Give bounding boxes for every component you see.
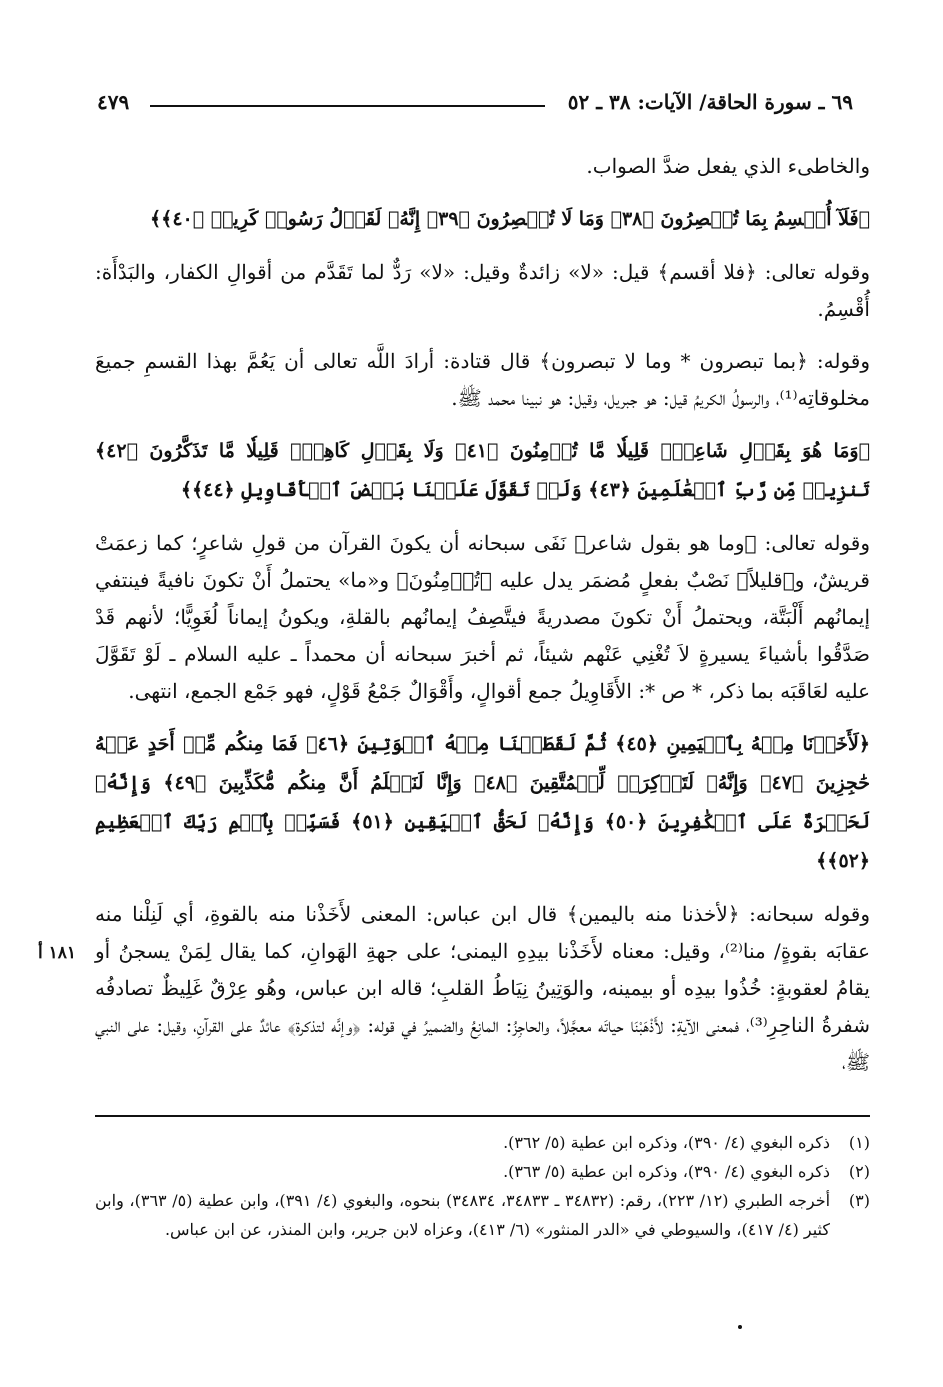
- footnotes: [95, 1128, 870, 1244]
- quran-verse: ﴿لَأَخَذۡنَا مِنۡهُ بِٱلۡيَمِينِ ﴿٤٥﴾ ثُمَّ لَقَطَعۡنَا مِنۡهُ ٱلۡوَتِينَ ﴿٤٦﴾ فَمَا مِنكُم مِّنۡ أَحَدٍ عَنۡهُ حَٰجِزِينَ ﴿٤٧﴾ وَإِنَّهُۥ لَتَذۡكِرَةٞ لِّلۡمُتَّقِينَ ﴿٤٨﴾ وَإِنَّا لَنَعۡلَمُ أَنَّ مِنكُم مُّكَذِّبِينَ ﴿٤٩﴾ وَإِنَّهُۥ لَحَسۡرَةٌ عَلَى ٱلۡكَٰفِرِينَ ﴿٥٠﴾ وَإِنَّهُۥ لَحَقُّ ٱلۡيَقِينِ ﴿٥١﴾ فَسَبِّحۡ بِٱسۡمِ رَبِّكَ ٱلۡعَظِيمِ ﴿٥٢﴾﴾: [95, 733, 871, 872]
- footnote-number: (٣): [848, 1191, 870, 1210]
- footnote-text: ذكره البغوي (٤/ ٣٩٠)، وذكره ابن عطية (٥/ ٣٦٣).: [503, 1162, 830, 1181]
- page-dot-mark: [738, 1325, 742, 1329]
- page-number: ٤٧٩: [97, 90, 130, 114]
- footnote: [95, 1157, 870, 1186]
- page-body: [95, 148, 870, 1096]
- footnote-number: (٢): [848, 1162, 870, 1181]
- footnote-number: (١): [848, 1133, 870, 1152]
- footnote-text: ذكره البغوي (٤/ ٣٩٠)، وذكره ابن عطية (٥/ ٣٦٢).: [503, 1133, 830, 1152]
- paragraph: وقوله: ﴿بما تبصرون * وما لا تبصرون﴾ قال قتادة: أرادَ اللَّه تعالى أن يَعُمَّ بهذا القسمِ جميعَ مخلوقاتِه⁽¹⁾، والرسولُ الكريمُ قيل: هو جبريل، وقيل: هو نبينا محمد ﷺ.: [95, 349, 870, 410]
- paragraph: وقوله سبحانه: ﴿لأخذنا منه باليمين﴾ قال ابن عباس: المعنى لأَخَذْنا منه بالقوةِ، أي لَنِلْنا منه عقابَه بقوةٍ/ منا⁽²⁾، وقيل: معناه لأَخَذْنا بيدِهِ اليمنى؛ على جهةِ الهَوانِ، كما يقال لِمَنْ يسجنُ أو يقامُ لعقوبةٍ: خُذُوا بيدِه أو بيمينه، والوَتِينُ نِيَاطُ القلبِ؛ قاله ابن عباس، وهُو عِرْقٌ غَلِيظٌ تصادفُه شفرةُ الناحِرِ⁽³⁾، فمعنى الآيةِ: لأَذْهَبْنَا حياتَه معجَّلاً، والحاجِزُ: المانِعُ والضميرُ في قوله: ﴿وإنَّه لتذكرة﴾ عائدٌ على القرآنِ، وقيل: على النبي ﷺ،: [95, 902, 870, 1074]
- quran-verse: ﴿وَمَا هُوَ بِقَوۡلِ شَاعِرٖۚ قَلِيلٗا مَّا تُؤۡمِنُونَ ﴿٤١﴾ وَلَا بِقَوۡلِ كَاهِنٖۚ قَلِيلٗا مَّا تَذَكَّرُونَ ﴿٤٢﴾ تَنزِيلٞ مِّن رَّبِّ ٱلۡعَٰلَمِينَ ﴿٤٣﴾ وَلَوۡ تَقَوَّلَ عَلَيۡنَا بَعۡضَ ٱلۡأَقَاوِيلِ ﴿٤٤﴾﴾: [95, 440, 870, 501]
- running-header-title: ٦٩ ـ سورة الحاقة/ الآيات: ٣٨ ـ ٥٢: [567, 90, 853, 114]
- footnote-rule: [95, 1115, 870, 1117]
- footnote: [95, 1128, 870, 1157]
- footnote: [95, 1186, 870, 1244]
- paragraph: وقوله تعالى: ﴿وما هو بقول شاعر﴾ نَفَى سبحانه أن يكونَ القرآن من قولِ شاعرٍ؛ كما زعمَتْ قريشٌ، و﴿قليلاً﴾ نَصْبٌ بفعلٍ مُضمَر يدل عليه ﴿تُؤۡمِنُونَ﴾ و«ما» يحتملُ أَنْ تكونَ نافيةً فينتفي إيمانُهم أَلْبَتَّة، ويحتملُ أَنْ تكونَ مصدريةً فيتَّصِفُ إيمانُهم بالقلةِ، ويكونُ إيماناً لُغَوِيًّا؛ لأنهم قَدْ صَدَّقُوا بأشياءَ يسيرةٍ لاَ تُغْنِي عَنْهم شيئاً، ثم أخبرَ سبحانه أن محمداً ـ عليه السلام ـ لَوْ تَقَوَّلَ عليه لعَاقَبَه بما ذكر، * ص *: الأَقَاوِيلُ جمع أقوالٍ، وأَقْوَالٌ جَمْعُ قَوْلٍ، فهو جَمْع الجمع، انتهى.: [95, 531, 870, 703]
- paragraph: وقوله تعالى: ﴿فلا أقسم﴾ قيل: «لا» زائدةٌ وقيل: «لا» رَدٌّ لما تَقَدَّم من أقوالِ الكفار، والبَدْأَة: أُقْسِمُ.: [95, 260, 870, 321]
- header-rule: [150, 105, 545, 107]
- footnote-text: أخرجه الطبري (١٢/ ٢٢٣)، رقم: (٣٤٨٣٢ ـ ٣٤٨٣٣، ٣٤٨٣٤) بنحوه، والبغوي (٤/ ٣٩١)، وابن عطية (٥/ ٣٦٣)، وابن كثير (٤/ ٤١٧)، والسيوطي في «الدر المنثور» (٦/ ٤١٣)، وعزاه لابن جرير، وابن المنذر، عن ابن عباس.: [95, 1191, 831, 1239]
- quran-verse: ﴿فَلَآ أُقۡسِمُ بِمَا تُبۡصِرُونَ ﴿٣٨﴾ وَمَا لَا تُبۡصِرُونَ ﴿٣٩﴾ إِنَّهُۥ لَقَوۡلُ رَسُولٖ كَرِيمٖ ﴿٤٠﴾﴾: [150, 208, 870, 230]
- paragraph: والخاطىء الذي يفعل ضدَّ الصواب.: [586, 154, 870, 178]
- manuscript-margin-note: ١٨١ أ: [38, 943, 77, 963]
